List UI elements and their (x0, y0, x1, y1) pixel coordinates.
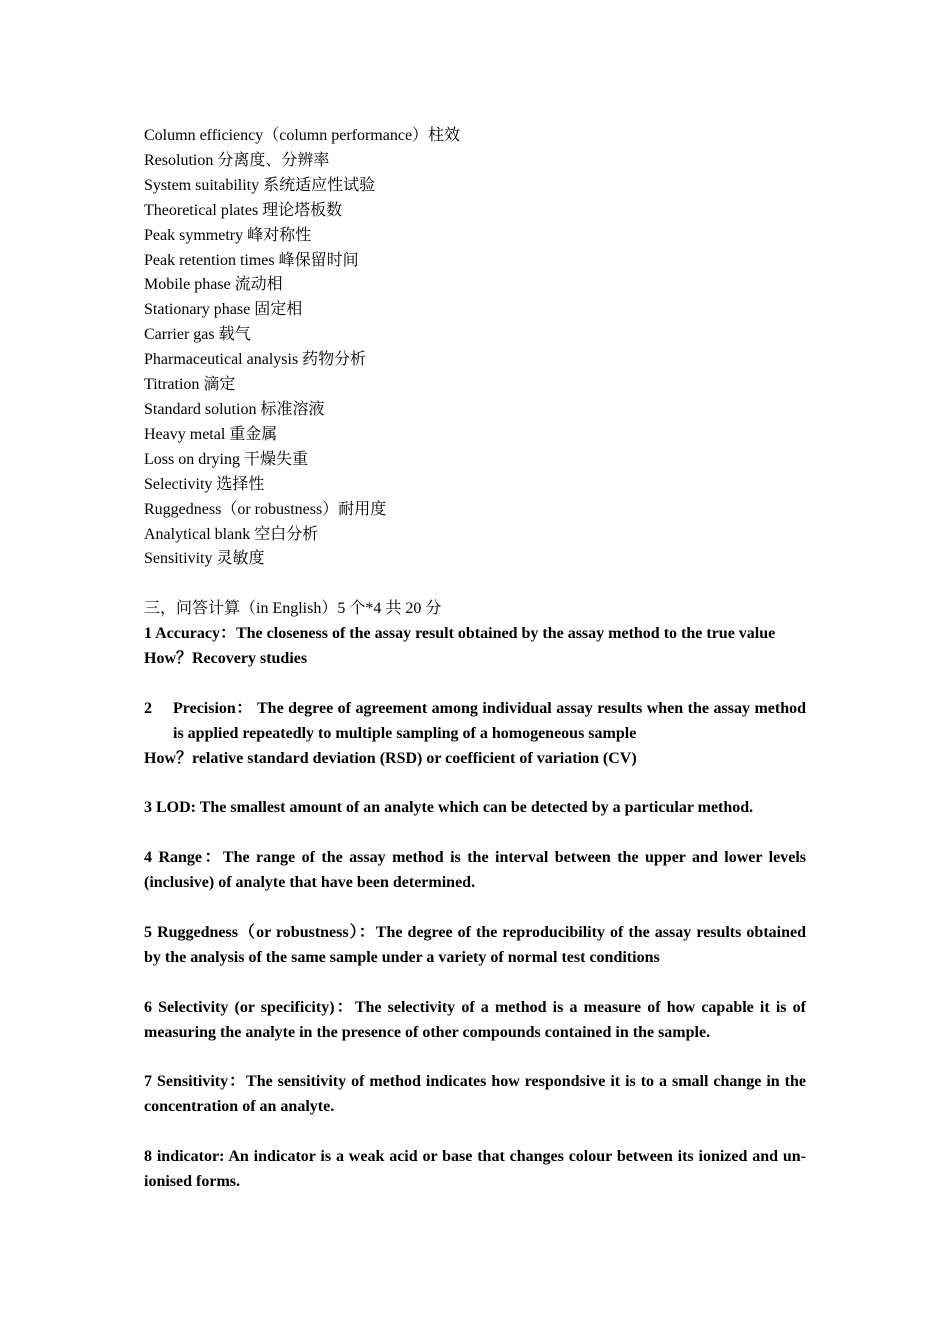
spacer (144, 896, 806, 921)
spacer (144, 1045, 806, 1070)
glossary-item: Stationary phase 固定相 (144, 301, 303, 319)
glossary-item: Pharmaceutical analysis 药物分析 (144, 351, 367, 369)
glossary-item: Selectivity 选择性 (144, 475, 265, 493)
glossary-item: Column efficiency（column performance）柱效 (144, 127, 461, 144)
spacer (144, 821, 806, 846)
question-3: 3 LOD: The smallest amount of an analyte which can be detected by a particular method. (144, 799, 754, 817)
glossary-item: Heavy metal 重金属 (144, 425, 278, 443)
glossary-item: Titration 滴定 (144, 376, 236, 394)
spacer (144, 572, 806, 597)
question-4: 4 Range：The range of the assay method is the interval between the upper and lower levels (inclusive) of analyte that have been determined. (144, 849, 806, 892)
glossary-item: Ruggedness（or robustness）耐用度 (144, 500, 387, 518)
section-title: 三，问答计算（in English）5 个*4 共 20 分 (144, 600, 442, 618)
question-2 (144, 697, 806, 747)
glossary-item: Mobile phase 流动相 (144, 276, 283, 294)
glossary-item: System suitability 系统适应性试验 (144, 176, 376, 194)
spacer (144, 772, 806, 797)
question-1-how: How？Recovery studies (144, 650, 308, 668)
glossary-item: Peak retention times 峰保留时间 (144, 251, 359, 269)
glossary-item: Resolution 分离度、分辨率 (144, 151, 330, 169)
glossary-item: Carrier gas 载气 (144, 326, 251, 344)
glossary-list (144, 124, 806, 572)
glossary-item: Sensitivity 灵敏度 (144, 550, 265, 568)
question-5: 5 Ruggedness（or robustness）：The degree of the reproducibility of the assay results obtained by the analysis of the same sample under a variety of normal test conditions (144, 923, 806, 966)
spacer (144, 971, 806, 996)
document-page (144, 124, 806, 1195)
glossary-item: Theoretical plates 理论塔板数 (144, 201, 343, 219)
glossary-item: Loss on drying 干燥失重 (144, 450, 309, 468)
question-1: 1 Accuracy：The closeness of the assay result obtained by the assay method to the true value (144, 625, 776, 643)
spacer (144, 1120, 806, 1145)
question-2-text: Precision： The degree of agreement among individual assay results when the assay method is applied repeatedly to multiple sampling of a homogeneous sample (173, 699, 806, 742)
question-6: 6 Selectivity (or specificity)：The selectivity of a method is a measure of how capable it is of measuring the analyte in the presence of other compounds contained in the sample. (144, 998, 806, 1041)
glossary-item: Analytical blank 空白分析 (144, 525, 319, 543)
question-number: 2 (144, 699, 152, 717)
question-8: 8 indicator: An indicator is a weak acid or base that changes colour between its ionized and un-ionised forms. (144, 1148, 806, 1190)
spacer (144, 672, 806, 697)
question-2-how: How？relative standard deviation (RSD) or coefficient of variation (CV) (144, 749, 637, 767)
glossary-item: Peak symmetry 峰对称性 (144, 226, 312, 244)
question-7: 7 Sensitivity：The sensitivity of method indicates how respondsive it is to a small change in the concentration of an analyte. (144, 1073, 806, 1116)
glossary-item: Standard solution 标准溶液 (144, 400, 325, 418)
